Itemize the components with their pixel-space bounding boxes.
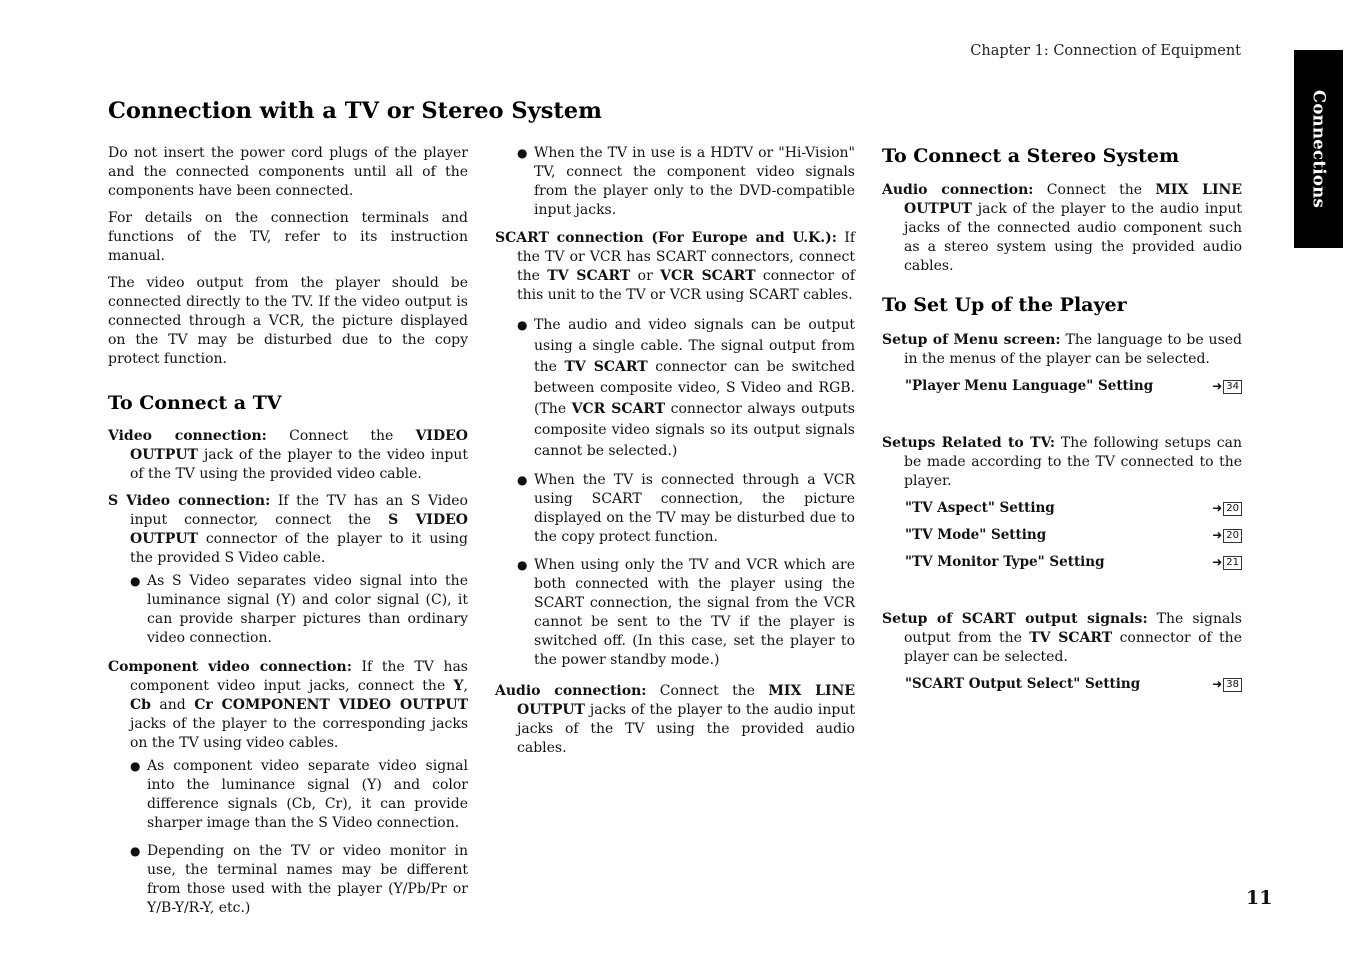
term-label: Audio connection: xyxy=(882,182,1034,198)
term-label: Video connection: xyxy=(108,428,267,444)
term-label: S Video connection: xyxy=(108,493,271,509)
section-tab xyxy=(1294,50,1343,248)
book-icon: 38 xyxy=(1223,678,1242,692)
arrow-right-icon: ➜ xyxy=(1212,528,1223,542)
arrow-right-icon: ➜ xyxy=(1212,501,1223,515)
page-ref xyxy=(1212,526,1242,545)
setting-ref-scart-output-select: "SCART Output Select" Setting ➜ 38 xyxy=(905,675,1242,694)
bullet-item: ● Depending on the TV or video monitor in use, the terminal names may be different from those used with the player (Y/Pb/Pr or Y/B-Y/R-Y, etc.) xyxy=(130,842,468,918)
bullet-item: ● As S Video separates video signal into the luminance signal (Y) and color signal (C), it can provide sharper pictures than ordinary video connection. xyxy=(130,572,468,648)
intro-paragraph: The video output from the player should be connected directly to the TV. If the video output is connected through a VCR, the picture displayed on the TV may be disturbed due to the copy protect function. xyxy=(108,275,468,367)
book-icon: 34 xyxy=(1223,380,1242,394)
page-number: 11 xyxy=(1246,887,1273,909)
bullet-item: ● When the TV in use is a HDTV or "Hi-Vision" TV, connect the component video signals from the player only to the DVD-compatible input jacks. xyxy=(517,144,855,220)
book-icon: 20 xyxy=(1223,502,1242,516)
book-icon: 21 xyxy=(1223,556,1242,570)
term-label: Setup of Menu screen: xyxy=(882,332,1061,348)
setting-ref-tv-aspect: "TV Aspect" Setting ➜ 20 xyxy=(905,499,1242,518)
arrow-right-icon: ➜ xyxy=(1212,379,1223,393)
term-label: Setup of SCART output signals: xyxy=(882,611,1148,627)
term-label: Setups Related to TV: xyxy=(882,435,1056,451)
section-tab-label: Connections xyxy=(1309,89,1328,209)
page-ref xyxy=(1212,675,1242,694)
bullet-item: ● The audio and video signals can be output using a single cable. The signal output from the TV SCART connector can be switched between composite video, S Video and RGB. (The VCR SCART connector always outputs composite video signals so its output signals cannot be selected.) xyxy=(517,315,855,462)
setting-ref-tv-mode: "TV Mode" Setting ➜ 20 xyxy=(905,526,1242,545)
intro-paragraph: Do not insert the power cord plugs of the player and the connected components until all of the components have been connected. xyxy=(108,145,468,199)
page-title: Connection with a TV or Stereo System xyxy=(108,98,602,124)
jack-name: VIDEO OUTPUT xyxy=(130,428,468,463)
tv-setup-paragraph: Setups Related to TV: The following setups can be made according to the TV connected to the player. xyxy=(882,435,1242,489)
bullet-item: ● When the TV is connected through a VCR using SCART connection, the picture displayed on the TV may be disturbed due to the copy protect function. xyxy=(517,471,855,547)
bullet-item: ● As component video separate video signal into the luminance signal (Y) and color difference signals (Cb, Cr), it can provide sharper image than the S Video connection. xyxy=(130,757,468,833)
arrow-right-icon: ➜ xyxy=(1212,555,1223,569)
bullet-item: ● When using only the TV and VCR which are both connected with the player using the SCART connection, the signal from the VCR cannot be sent to the TV if the player is switched off. (In this case, set the player to the power standby mode.) xyxy=(517,556,855,670)
arrow-right-icon: ➜ xyxy=(1212,677,1223,691)
section-heading-connect-tv: To Connect a TV xyxy=(108,392,282,414)
svideo-connection-paragraph: S Video connection: If the TV has an S Video input connector, connect the S VIDEO OUTPUT connector of the player to it using the provided S Video cable. xyxy=(108,493,468,566)
column-right xyxy=(882,144,1242,702)
scart-output-paragraph: Setup of SCART output signals: The signals output from the TV SCART connector of the player can be selected. xyxy=(882,611,1242,665)
column-middle xyxy=(495,144,855,766)
page-ref xyxy=(1212,499,1242,518)
intro-paragraph: For details on the connection terminals and functions of the TV, refer to its instruction manual. xyxy=(108,210,468,264)
term-label: Component video connection: xyxy=(108,659,352,675)
page-ref xyxy=(1212,553,1242,572)
jack-name: S VIDEO OUTPUT xyxy=(130,512,468,547)
stereo-audio-paragraph: Audio connection: Connect the MIX LINE OUTPUT jack of the player to the audio input jacks of the connected audio component such as a stereo system using the provided audio cables. xyxy=(882,182,1242,274)
book-icon: 20 xyxy=(1223,529,1242,543)
menu-setup-paragraph: Setup of Menu screen: The language to be used in the menus of the player can be selected. xyxy=(882,332,1243,367)
setting-ref-tv-monitor-type: "TV Monitor Type" Setting ➜ 21 xyxy=(905,553,1242,572)
section-heading-connect-stereo: To Connect a Stereo System xyxy=(882,145,1180,167)
video-connection-paragraph: Video connection: Connect the VIDEO OUTPUT jack of the player to the video input of the TV using the provided video cable. xyxy=(108,428,468,482)
scart-connection-paragraph: SCART connection (For Europe and U.K.): If the TV or VCR has SCART connectors, connect the TV SCART or VCR SCART connector of this unit to the TV or VCR using SCART cables. xyxy=(495,230,856,303)
section-heading-setup-player: To Set Up of the Player xyxy=(882,294,1127,316)
setting-ref-player-menu-language: "Player Menu Language" Setting ➜ 34 xyxy=(905,377,1242,396)
term-label: SCART connection (For Europe and U.K.): xyxy=(495,230,837,246)
term-label: Audio connection: xyxy=(495,683,647,699)
chapter-header: Chapter 1: Connection of Equipment xyxy=(970,43,1241,59)
audio-connection-paragraph: Audio connection: Connect the MIX LINE OUTPUT jacks of the player to the audio input jacks of the TV using the provided audio cables. xyxy=(495,683,855,756)
component-connection-paragraph: Component video connection: If the TV has component video input jacks, connect the Y, Cb and Cr COMPONENT VIDEO OUTPUT jacks of the player to the corresponding jacks on the TV using video cables. xyxy=(108,659,468,751)
column-left xyxy=(108,144,468,926)
page-ref xyxy=(1212,377,1242,396)
